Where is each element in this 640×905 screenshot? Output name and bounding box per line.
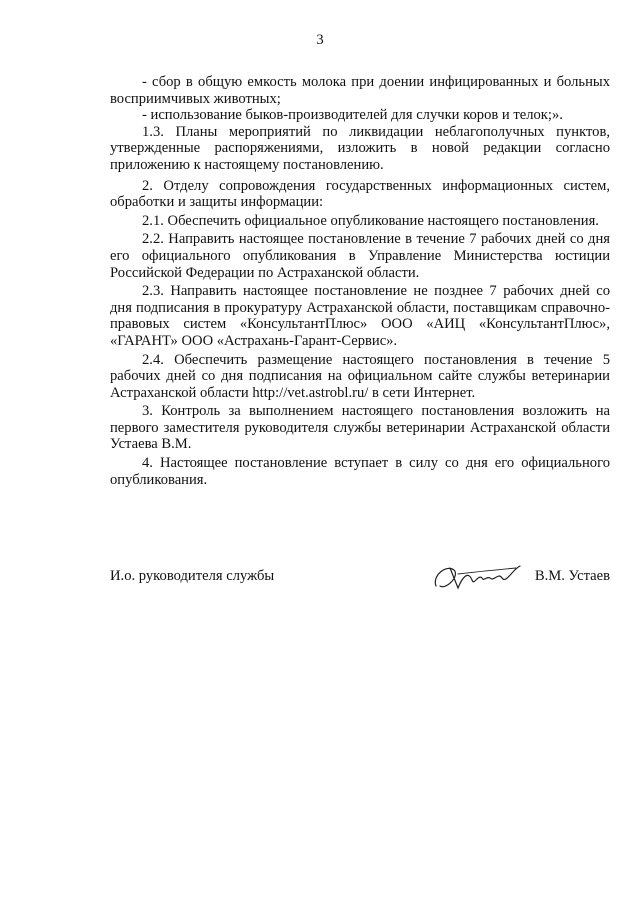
paragraph-2: 2. Отделу сопровождения государственных информационных систем, обработки и защиты информации: (110, 177, 610, 211)
paragraph-4: 4. Настоящее постановление вступает в силу со дня его официального опубликования. (110, 455, 610, 488)
paragraph-2-4: 2.4. Обеспечить размещение настоящего постановления в течение 5 рабочих дней со дня подписания на официальном сайте службы ветеринарии Астраханской области http://vet.astrobl.ru/ в сети Интернет. (110, 351, 610, 401)
signatory-name: В.М. Устаев (534, 568, 610, 584)
paragraph-1-3: 1.3. Планы мероприятий по ликвидации неблагополучных пунктов, утвержденные распоряжениями, изложить в новой редакции согласно приложению к настоящему постановлению. (110, 123, 610, 173)
paragraph-bullet-milk: - сбор в общую емкость молока при доении инфицированных и больных восприимчивых животных; (110, 74, 610, 107)
signature-block (110, 560, 610, 600)
paragraph-2-2: 2.2. Направить настоящее постановление в течение 7 рабочих дней со дня его официального опубликования в Управление Министерства юстиции Российской Федерации по Астраханской области. (110, 231, 610, 281)
paragraph-2-1: 2.1. Обеспечить официальное опубликование настоящего постановления. (142, 212, 599, 229)
paragraph-bullet-bulls: - использование быков-производителей для случки коров и телок;». (142, 107, 563, 124)
handwritten-signature (428, 560, 528, 596)
document-body (110, 74, 610, 488)
page-number: 3 (316, 32, 324, 48)
paragraph-3: 3. Контроль за выполнением настоящего постановления возложить на первого заместителя руководителя службы ветеринарии Астраханской области Устаева В.М. (110, 403, 610, 453)
signatory-title: И.о. руководителя службы (110, 568, 275, 584)
paragraph-2-3: 2.3. Направить настоящее постановление не позднее 7 рабочих дней со дня подписания в прокуратуру Астраханской области, поставщикам справочно-правовых систем «КонсультантПлюс» ООО «АИЦ «КонсультантПлюс», «ГАРАНТ» ООО «Астрахань-Гарант-Сервис». (110, 283, 610, 349)
